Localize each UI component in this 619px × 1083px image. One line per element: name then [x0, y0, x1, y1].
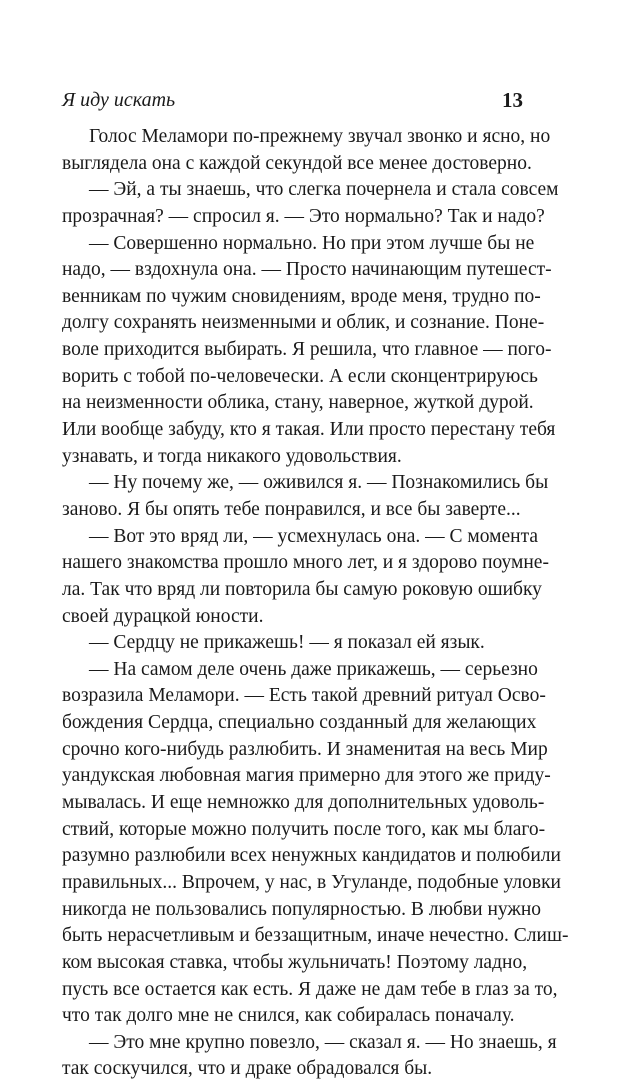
page-header	[62, 87, 523, 117]
body-text	[62, 124, 569, 1083]
text-line: Или вообще забуду, кто я такая. Или просто перестану тебя	[62, 419, 556, 441]
text-line: узнавать, и тогда никакого удовольствия.	[62, 445, 402, 467]
text-line: срочно кого-нибудь разлюбить. И знаменитая на весь Мир	[62, 738, 548, 760]
text-line: прозрачная? — спросил я. — Это нормально? Так и надо?	[62, 205, 545, 227]
text-line: — Вот это вряд ли, — усмехнулась она. — С момента	[89, 525, 538, 547]
running-title: Я иду искать	[62, 89, 176, 111]
text-line: разумно разлюбили всех ненужных кандидатов и полюбили	[62, 845, 561, 867]
text-line: правильных... Впрочем, у нас, в Угуланде, подобные уловки	[62, 871, 561, 893]
text-line: заново. Я бы опять тебе понравился, и все бы заверте...	[62, 498, 521, 520]
text-line: ком высокая ставка, чтобы жульничать! Поэтому ладно,	[62, 951, 528, 973]
text-line: так соскучился, что и драке обрадовался бы.	[62, 1058, 433, 1080]
text-line: быть нерасчетливым и беззащитным, иначе нечестно. Слиш-	[62, 925, 569, 947]
text-line: воле приходится выбирать. Я решила, что главное — пого-	[62, 339, 552, 361]
book-page	[62, 0, 569, 1080]
text-line: возразила Меламори. — Есть такой древний ритуал Осво-	[62, 685, 546, 707]
text-line: никогда не пользовались популярностью. В любви нужно	[62, 898, 542, 920]
text-line: пусть все остается как есть. Я даже не дам тебе в глаз за то,	[62, 978, 558, 1000]
text-line: — Сердцу не прикажешь! — я показал ей язык.	[89, 632, 485, 654]
text-line: — Совершенно нормально. Но при этом лучше бы не	[89, 232, 535, 254]
text-line: мывалась. И еще немножко для дополнительных удоволь-	[62, 792, 545, 814]
page-number: 13	[502, 88, 523, 112]
text-line: венникам по чужим сновидениям, вроде меня, трудно по-	[62, 285, 541, 307]
text-line: что так долго мне не снился, как собиралась поначалу.	[62, 1005, 515, 1027]
text-line: долгу сохранять неизменными и облик, и сознание. Поне-	[62, 312, 545, 334]
text-line: — Это мне крупно повезло, — сказал я. — Но знаешь, я	[89, 1031, 557, 1053]
text-line: надо, — вздохнула она. — Просто начинающим путешест-	[62, 259, 552, 281]
text-line: выглядела она с каждой секундой все менее достоверно.	[62, 152, 532, 174]
text-line: ла. Так что вряд ли повторила бы самую роковую ошибку	[62, 578, 542, 600]
text-line: уандукская любовная магия примерно для этого же приду-	[62, 765, 551, 787]
text-line: — Ну почему же, — оживился я. — Познакомились бы	[89, 472, 549, 494]
text-line: ствий, которые можно получить после того, как мы благо-	[62, 818, 546, 840]
text-line: на неизменности облика, стану, наверное, жуткой дурой.	[62, 392, 534, 414]
text-line: бождения Сердца, специально созданный для желающих	[62, 712, 537, 734]
text-line: своей дурацкой юности.	[62, 605, 264, 627]
text-line: — Эй, а ты знаешь, что слегка почернела и стала совсем	[89, 179, 559, 201]
text-line: — На самом деле очень даже прикажешь, — серьезно	[89, 658, 538, 680]
text-line: ворить с тобой по-человечески. А если сконцентрируюсь	[62, 365, 538, 387]
text-line: нашего знакомства прошло много лет, и я здорово поумне-	[62, 552, 549, 574]
text-line: Голос Меламори по-прежнему звучал звонко и ясно, но	[89, 126, 551, 147]
